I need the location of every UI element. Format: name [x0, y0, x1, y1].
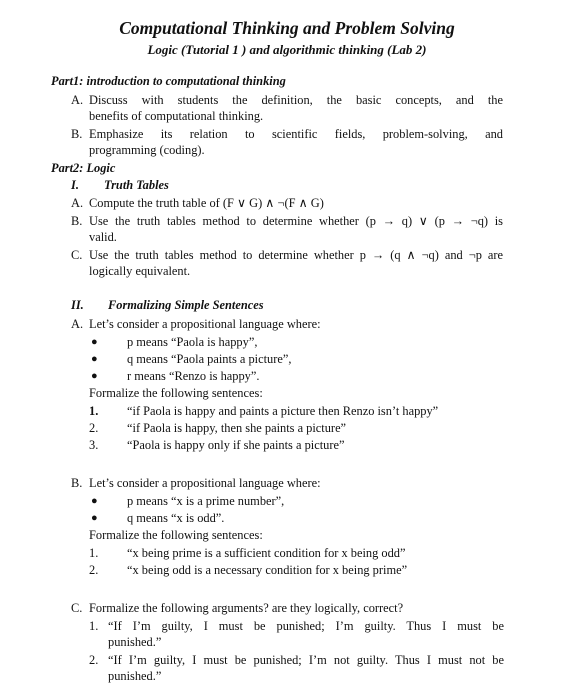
section1-item-c-line1: Use the truth tables method to determine whether p → (q ∧ ¬q) and ¬p are — [89, 248, 503, 262]
section2-b-sentence-1-num: 1. — [89, 546, 99, 560]
section1-item-c-marker: C. — [71, 248, 83, 262]
section2-c-marker: C. — [71, 601, 83, 615]
section2-c-argument-1-num: 1. — [89, 619, 99, 633]
section1-item-b-line1: Use the truth tables method to determine whether (p → q) ∨ (p → ¬q) is — [89, 214, 503, 228]
part1-item-b-line1: Emphasize its relation to scientific fields, problem-solving, and — [89, 127, 503, 141]
section2-numeral: II. — [71, 298, 84, 312]
part1-heading: Part1: introduction to computational thinking — [51, 74, 286, 88]
document-title: Computational Thinking and Problem Solving — [119, 18, 455, 38]
section2-a-sentence-1: “if Paola is happy and paints a picture then Renzo isn’t happy” — [127, 404, 439, 418]
section2-c-argument-1-line1: “If I’m guilty, I must be punished; I’m guilty. Thus I must be — [108, 619, 504, 633]
section2-a-formalize: Formalize the following sentences: — [89, 386, 263, 400]
section2-a-sentence-3-num: 3. — [89, 438, 99, 452]
section2-a-intro: Let’s consider a propositional language where: — [89, 317, 321, 331]
part1-item-a-marker: A. — [71, 93, 84, 107]
section2-a-sentence-1-num: 1. — [89, 404, 99, 418]
section2-c-intro: Formalize the following arguments? are they logically, correct? — [89, 601, 404, 615]
section2-title: Formalizing Simple Sentences — [108, 298, 264, 312]
section2-b-sentence-2-num: 2. — [89, 563, 99, 577]
section2-a-bullet-1: p means “Paola is happy”, — [127, 335, 258, 349]
section2-c-argument-2-line1: “If I’m guilty, I must be punished; I’m not guilty. Thus I must not be — [108, 653, 504, 667]
section2-b-bullet-2: q means “x is odd”. — [127, 511, 225, 525]
section1-item-b-marker: B. — [71, 214, 83, 228]
section1-title: Truth Tables — [104, 178, 169, 192]
bullet-icon: ● — [91, 370, 98, 382]
section2-b-bullet-1: p means “x is a prime number”, — [127, 494, 285, 508]
part2-heading: Part2: Logic — [51, 161, 116, 175]
section2-b-marker: B. — [71, 476, 83, 490]
bullet-icon: ● — [91, 495, 98, 507]
section1-item-a-marker: A. — [71, 196, 84, 210]
section2-a-bullet-2: q means “Paola paints a picture”, — [127, 352, 292, 366]
section2-b-sentence-1: “x being prime is a sufficient condition for x being odd” — [127, 546, 406, 560]
part1-item-b-line2: programming (coding). — [89, 143, 205, 157]
bullet-icon: ● — [91, 353, 98, 365]
document-subtitle: Logic (Tutorial 1 ) and algorithmic thinking (Lab 2) — [147, 42, 427, 57]
section2-a-bullet-3: r means “Renzo is happy”. — [127, 369, 260, 383]
section2-b-sentence-2: “x being odd is a necessary condition for x being prime” — [127, 563, 408, 577]
part1-item-b-marker: B. — [71, 127, 83, 141]
part1-item-a-line1: Discuss with students the definition, the basic concepts, and the — [89, 93, 503, 107]
section2-a-sentence-2-num: 2. — [89, 421, 99, 435]
section2-a-sentence-3: “Paola is happy only if she paints a picture” — [127, 438, 345, 452]
section2-b-intro: Let’s consider a propositional language where: — [89, 476, 321, 490]
section1-item-a-line1: Compute the truth table of (F ∨ G) ∧ ¬(F ∧ G) — [89, 196, 324, 210]
part1-item-a-line2: benefits of computational thinking. — [89, 109, 264, 123]
section1-item-b-line2: valid. — [89, 230, 117, 244]
section2-a-sentence-2: “if Paola is happy, then she paints a picture” — [127, 421, 347, 435]
section2-c-argument-2-line2: punished.” — [108, 669, 162, 683]
section1-numeral: I. — [71, 178, 79, 192]
bullet-icon: ● — [91, 336, 98, 348]
bullet-icon: ● — [91, 512, 98, 524]
section2-a-marker: A. — [71, 317, 84, 331]
section2-b-formalize: Formalize the following sentences: — [89, 528, 263, 542]
section1-item-c-line2: logically equivalent. — [89, 264, 191, 278]
section2-c-argument-2-num: 2. — [89, 653, 99, 667]
section2-c-argument-1-line2: punished.” — [108, 635, 162, 649]
